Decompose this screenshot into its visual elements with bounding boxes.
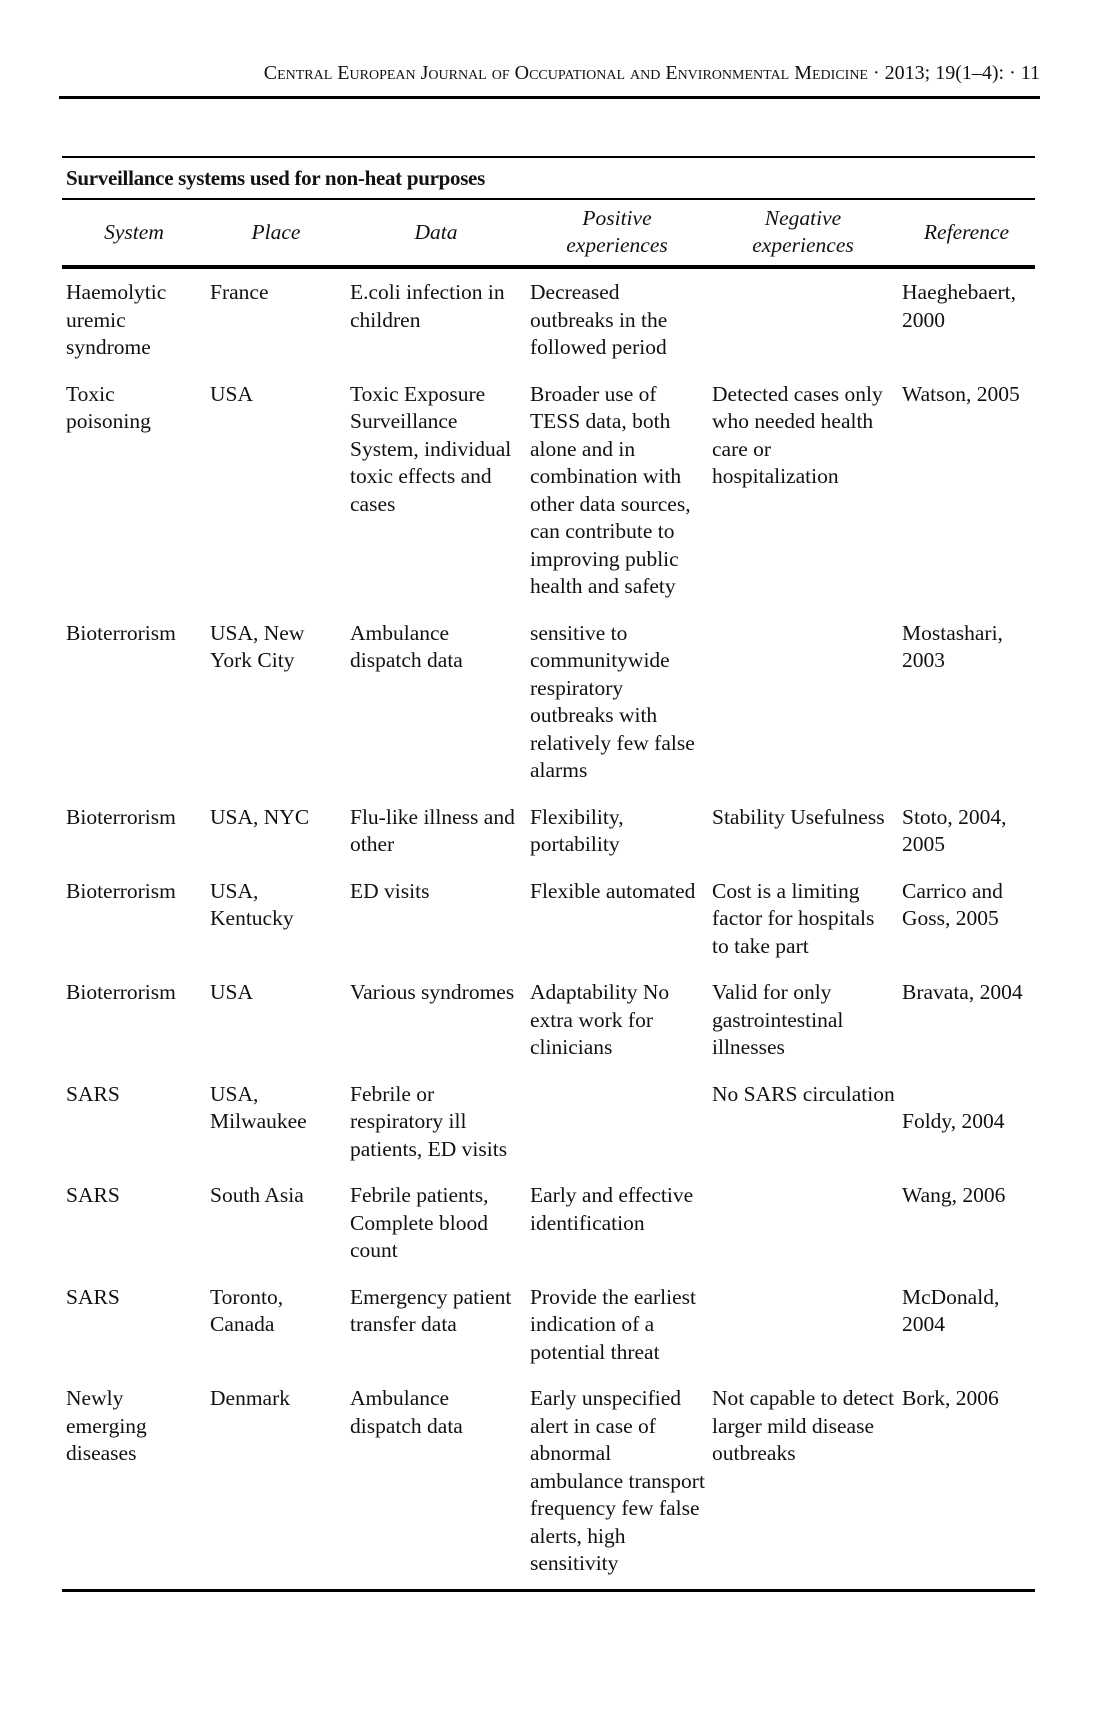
table-row <box>62 1071 1035 1173</box>
cell-system: Haemolytic uremic syndrome <box>66 280 167 359</box>
cell-data: Flu-like illness and other <box>350 804 515 856</box>
cell-positive: Adaptability No extra work for clinicians <box>530 980 670 1059</box>
cell-data: ED visits <box>350 878 430 903</box>
cell-reference: McDonald, 2004 <box>902 1284 1000 1336</box>
cell-system: SARS <box>66 1081 120 1106</box>
cell-system: Toxic poisoning <box>66 381 151 433</box>
table-bottom-rule <box>62 1589 1035 1592</box>
column-header-positive: Positive experiences <box>526 200 708 267</box>
table-row <box>62 868 1035 970</box>
table-title: Surveillance systems used for non-heat purposes <box>66 166 485 190</box>
running-head: Central European Journal of Occupational and Environmental Medicine · 2013; 19(1–4): · 11 <box>263 62 1040 84</box>
cell-place: South Asia <box>210 1183 304 1207</box>
cell-data: Toxic Exposure Surveillance System, individual toxic effects and cases <box>350 381 512 516</box>
cell-reference: Bork, 2006 <box>902 1386 999 1410</box>
cell-reference: Watson, 2005 <box>902 381 1020 406</box>
cell-data: E.coli infection in children <box>350 280 505 332</box>
cell-system: Bioterrorism <box>66 620 176 645</box>
cell-negative: No SARS circulation <box>712 1081 895 1106</box>
cell-positive: sensitive to communitywide respiratory outbreaks with relatively few false alarms <box>530 620 695 782</box>
table-row <box>62 610 1035 794</box>
cell-positive: Broader use of TESS data, both alone and in combination with other data sources, can contribute to improving public health and safety <box>530 381 691 598</box>
cell-system: Newly emerging diseases <box>66 1386 147 1465</box>
cell-place: Denmark <box>210 1386 290 1410</box>
table-row <box>62 1375 1035 1587</box>
cell-place: USA, Milwaukee <box>210 1081 307 1133</box>
table-row <box>62 794 1035 868</box>
cell-place: Toronto, Canada <box>210 1284 284 1336</box>
column-header-reference: Reference <box>898 200 1035 267</box>
cell-reference: Bravata, 2004 <box>902 980 1023 1004</box>
cell-data: Ambulance dispatch data <box>350 620 463 672</box>
cell-system: Bioterrorism <box>66 878 176 903</box>
cell-positive: Early and effective identification <box>530 1183 694 1235</box>
cell-reference: Wang, 2006 <box>902 1183 1006 1207</box>
table-row <box>62 371 1035 610</box>
cell-place: USA, Kentucky <box>210 878 294 930</box>
cell-negative <box>708 1274 898 1376</box>
header-rule <box>59 96 1040 99</box>
cell-data: Febrile patients, Complete blood count <box>350 1183 489 1262</box>
table-row <box>62 969 1035 1071</box>
cell-place: USA, NYC <box>210 804 310 829</box>
cell-data: Febrile or respiratory ill patients, ED visits <box>350 1081 508 1161</box>
data-table <box>62 200 1035 1587</box>
cell-system: SARS <box>66 1183 120 1207</box>
cell-negative: Stability Usefulness <box>712 804 885 829</box>
cell-negative <box>708 610 898 794</box>
cell-data: Various syndromes <box>350 980 515 1004</box>
cell-reference: Mostashari, 2003 <box>902 620 1003 672</box>
cell-system: SARS <box>66 1284 120 1309</box>
header-row <box>62 200 1035 267</box>
column-header-negative: Negative experiences <box>708 200 898 267</box>
column-header-data: Data <box>346 200 526 267</box>
cell-reference: Foldy, 2004 <box>902 1108 1005 1133</box>
cell-place: France <box>210 280 269 304</box>
cell-place: USA <box>210 381 254 406</box>
cell-place: USA, New York City <box>210 620 305 672</box>
cell-reference: Carrico and Goss, 2005 <box>902 878 1003 930</box>
cell-positive <box>526 1071 708 1173</box>
surveillance-table <box>62 156 1035 1592</box>
cell-positive: Provide the earliest indication of a potential threat <box>530 1284 696 1364</box>
cell-data: Emergency patient transfer data <box>350 1284 512 1336</box>
cell-data: Ambulance dispatch data <box>350 1386 463 1438</box>
cell-negative: Cost is a limiting factor for hospitals to take part <box>712 878 875 958</box>
cell-place: USA <box>210 980 254 1004</box>
cell-negative: Not capable to detect larger mild disease outbreaks <box>712 1386 895 1465</box>
column-header-system: System <box>62 200 206 267</box>
cell-reference: Haeghebaert, 2000 <box>902 280 1016 332</box>
cell-positive: Flexibility, portability <box>530 804 624 856</box>
table-row <box>62 267 1035 371</box>
column-header-place: Place <box>206 200 346 267</box>
table-row <box>62 1274 1035 1376</box>
cell-negative: Detected cases only who needed health care or hospitalization <box>712 381 883 488</box>
cell-system: Bioterrorism <box>66 804 176 829</box>
cell-negative <box>708 1172 898 1274</box>
cell-system: Bioterrorism <box>66 980 176 1004</box>
cell-reference: Stoto, 2004, 2005 <box>902 804 1007 856</box>
cell-negative <box>708 267 898 371</box>
cell-negative: Valid for only gastrointestinal illnesses <box>712 980 844 1059</box>
cell-positive: Decreased outbreaks in the followed period <box>530 280 668 359</box>
cell-positive: Early unspecified alert in case of abnormal ambulance transport frequency few false alerts, high sensitivity <box>530 1386 705 1575</box>
cell-positive: Flexible automated <box>530 878 696 903</box>
table-row <box>62 1172 1035 1274</box>
